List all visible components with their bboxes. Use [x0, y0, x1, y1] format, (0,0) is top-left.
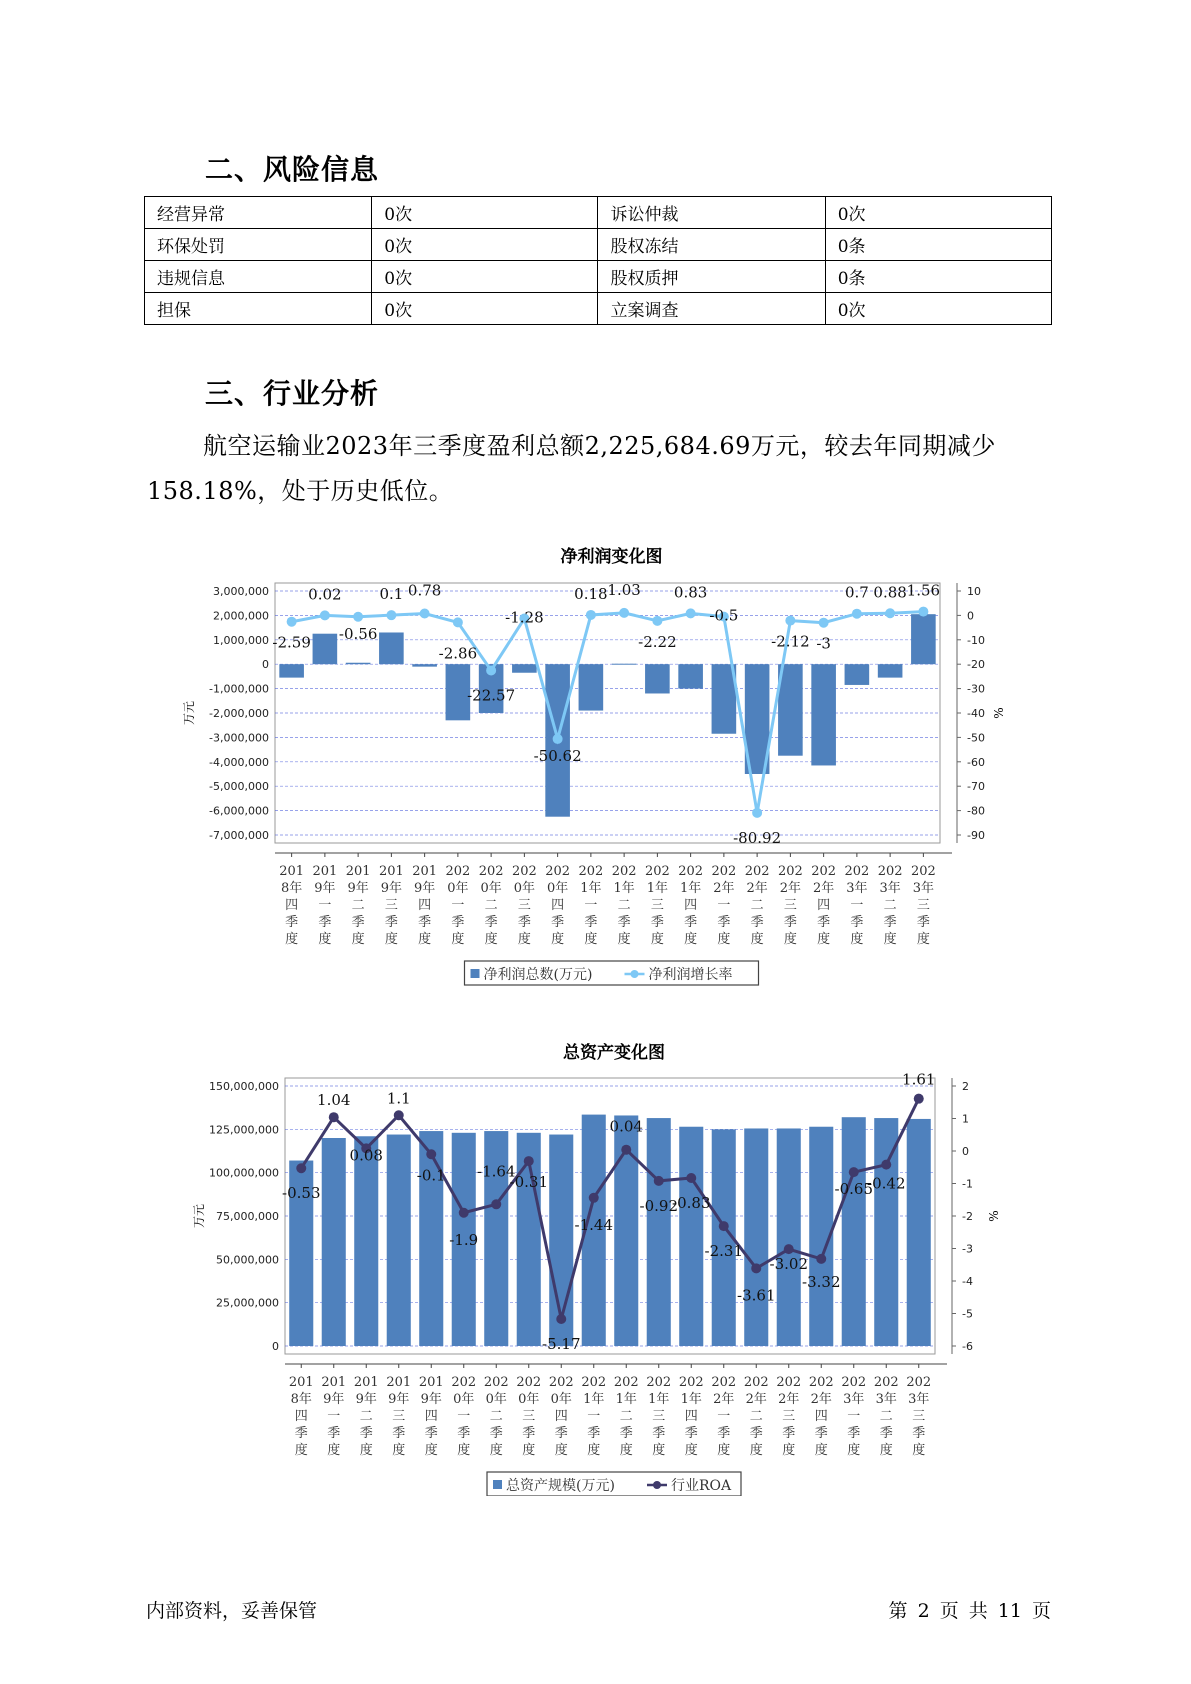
risk-label-cell: 股权质押: [598, 261, 825, 293]
bar: [379, 632, 404, 664]
y-axis-label: 万元: [182, 700, 196, 726]
section-title-industry: 三、行业分析: [205, 377, 380, 410]
y-tick-label: -3,000,000: [209, 731, 269, 745]
data-label: -3.61: [737, 1286, 776, 1305]
bar: [612, 664, 637, 665]
x-tick-label: 201 9年四季度: [418, 1375, 444, 1458]
x-tick-label: 202 2年二季度: [744, 864, 770, 947]
line-point: [816, 1254, 826, 1264]
y-tick-label: 25,000,000: [216, 1296, 279, 1310]
risk-label-cell: 立案调查: [598, 293, 825, 325]
line-point: [329, 1112, 339, 1122]
x-tick-label: 202 0年一季度: [445, 864, 471, 947]
y2-tick-label: -40: [967, 707, 985, 720]
data-label: -3.02: [769, 1255, 808, 1274]
line-point: [686, 608, 696, 618]
x-tick-label: 202 2年三季度: [776, 1375, 802, 1458]
x-tick-label: 202 0年三季度: [516, 1375, 542, 1458]
line-point: [652, 616, 662, 626]
risk-value-cell: 0次: [372, 261, 598, 293]
y-tick-label: 75,000,000: [216, 1210, 279, 1223]
legend-swatch-bar: [471, 969, 480, 978]
y2-tick-label: -10: [967, 633, 985, 647]
risk-value-cell: 0条: [825, 229, 1051, 261]
data-label: -2.12: [771, 632, 810, 651]
legend-label-line: 行业ROA: [671, 1478, 732, 1494]
risk-label-cell: 环保处罚: [145, 229, 372, 261]
line-point: [784, 1244, 794, 1254]
data-label: -0.31: [509, 1173, 548, 1192]
x-tick-label: 201 8年四季度: [288, 1375, 314, 1458]
y2-tick-label: -70: [967, 780, 985, 794]
industry-paragraph: 航空运输业2023年三季度盈利总额2,225,684.69万元，较去年同期减少158.18%，处于历史低位。: [147, 432, 996, 505]
y-tick-label: 100,000,000: [209, 1166, 279, 1180]
x-tick-label: 202 2年一季度: [711, 864, 737, 947]
bar: [354, 1136, 378, 1346]
line-point: [459, 1208, 469, 1218]
data-label: -80.92: [733, 828, 782, 847]
x-tick-label: 202 1年四季度: [678, 864, 704, 947]
bar: [842, 1117, 866, 1346]
data-label: -2.59: [272, 633, 311, 652]
line-point: [918, 607, 928, 617]
data-label: 1.04: [317, 1091, 351, 1110]
risk-label-cell: 违规信息: [145, 261, 372, 293]
y2-axis-label: %: [992, 707, 1006, 719]
bar: [878, 664, 903, 677]
data-label: -0.42: [867, 1174, 906, 1193]
y2-tick-label: 0: [967, 609, 974, 623]
x-tick-label: 202 1年三季度: [646, 1375, 672, 1458]
y-tick-label: 2,000,000: [213, 609, 269, 623]
y-tick-label: 0: [272, 1340, 279, 1353]
x-tick-label: 201 8年四季度: [279, 864, 305, 947]
data-label: -2.31: [704, 1242, 743, 1261]
y2-tick-label: -90: [967, 829, 985, 842]
risk-row: [145, 293, 1052, 325]
data-label: 0.1: [379, 585, 404, 604]
x-tick-label: 202 1年一季度: [578, 864, 604, 947]
y2-tick-label: 2: [962, 1080, 969, 1093]
data-label: -2.22: [638, 632, 677, 651]
line-point: [589, 1193, 599, 1203]
x-tick-label: 201 9年一季度: [321, 1375, 347, 1458]
risk-row: [145, 261, 1052, 293]
y2-tick-label: -5: [962, 1307, 973, 1321]
x-tick-label: 201 9年一季度: [312, 864, 338, 947]
line-point: [819, 618, 829, 628]
y-tick-label: 125,000,000: [209, 1123, 279, 1137]
y-axis-label: 万元: [192, 1203, 206, 1229]
data-label: 0.83: [673, 583, 708, 602]
line-point: [296, 1163, 306, 1173]
x-tick-label: 202 0年一季度: [451, 1375, 477, 1458]
x-tick-label: 201 9年二季度: [345, 864, 371, 947]
x-tick-label: 202 1年四季度: [678, 1375, 704, 1458]
x-tick-label: 202 2年四季度: [811, 864, 837, 947]
line-point: [287, 617, 297, 627]
line-point: [881, 1160, 891, 1170]
line-point: [453, 617, 463, 627]
y-tick-label: -4,000,000: [209, 755, 269, 769]
data-label: -3: [816, 634, 831, 653]
data-label: -0.5: [709, 606, 739, 625]
data-label: -0.53: [282, 1184, 321, 1203]
bar: [777, 1128, 801, 1346]
line-point: [849, 1167, 859, 1177]
total-assets-chart: [0, 1036, 1191, 1496]
bar: [387, 1135, 411, 1346]
y2-tick-label: -60: [967, 755, 985, 769]
line-point: [621, 1145, 631, 1155]
x-tick-label: 202 0年四季度: [545, 864, 571, 947]
y2-axis-label: %: [987, 1210, 1001, 1222]
line-point: [556, 1314, 566, 1324]
y2-tick-label: -80: [967, 804, 985, 818]
line-point: [654, 1176, 664, 1186]
risk-label-cell: 经营异常: [145, 197, 372, 229]
x-tick-label: 201 9年三季度: [386, 1375, 412, 1458]
data-label: -1.28: [505, 608, 544, 627]
data-label: -50.62: [533, 746, 582, 765]
bar: [512, 664, 537, 673]
line-point: [885, 608, 895, 618]
data-label: -5.17: [542, 1335, 581, 1354]
bar: [911, 614, 936, 664]
footer-page-number: 第 2 页 共 11 页: [888, 1600, 1051, 1622]
y-tick-label: -2,000,000: [209, 707, 269, 720]
footer-confidential: 内部资料，妥善保管: [146, 1600, 318, 1622]
data-label: -0.65: [834, 1180, 873, 1199]
data-label: 1.56: [906, 581, 941, 600]
line-point: [586, 610, 596, 620]
bar: [845, 664, 870, 685]
risk-row: [145, 229, 1052, 261]
risk-label-cell: 诉讼仲裁: [598, 197, 825, 229]
y2-tick-label: -4: [962, 1275, 973, 1288]
x-tick-label: 202 2年三季度: [777, 864, 803, 947]
data-label: -1.64: [477, 1162, 516, 1181]
data-label: -1.44: [574, 1215, 613, 1234]
line-point: [785, 616, 795, 626]
data-label: 0.04: [609, 1117, 643, 1136]
data-label: 1.1: [386, 1089, 411, 1108]
y2-tick-label: -50: [967, 731, 985, 745]
y-tick-label: 3,000,000: [213, 585, 269, 598]
line-point: [719, 1221, 729, 1231]
line-point: [486, 665, 496, 675]
data-label: -0.83: [672, 1193, 711, 1212]
y-tick-label: 0: [262, 658, 269, 672]
line-point: [353, 612, 363, 622]
x-tick-label: 202 3年三季度: [910, 864, 936, 947]
bar: [907, 1119, 931, 1346]
x-tick-label: 201 9年二季度: [353, 1375, 379, 1458]
bar: [313, 634, 338, 665]
x-tick-label: 202 1年二季度: [611, 864, 637, 947]
x-tick-label: 202 2年二季度: [743, 1375, 769, 1458]
x-tick-label: 202 3年一季度: [844, 864, 870, 947]
bar: [579, 664, 604, 710]
risk-value-cell: 0次: [825, 197, 1051, 229]
line-point: [752, 808, 762, 818]
net-profit-chart: [0, 540, 1191, 1000]
y2-tick-label: 1: [962, 1112, 969, 1126]
data-label: -1.9: [449, 1230, 479, 1249]
bar: [874, 1118, 898, 1346]
legend-swatch-point: [653, 1481, 661, 1489]
chart-title: 总资产变化图: [563, 1043, 665, 1063]
y-tick-label: 150,000,000: [209, 1080, 279, 1093]
y2-tick-label: -6: [962, 1340, 973, 1353]
bar: [678, 664, 703, 688]
bar: [419, 1131, 443, 1346]
data-label: 0.18: [574, 584, 608, 603]
line-point: [619, 608, 629, 618]
chart-title: 净利润变化图: [560, 547, 663, 567]
bar: [679, 1127, 703, 1346]
line-point: [320, 610, 330, 620]
data-label: -0.1: [416, 1166, 446, 1185]
bar: [322, 1138, 346, 1346]
data-label: -0.92: [639, 1196, 678, 1215]
x-tick-label: 202 1年一季度: [581, 1375, 607, 1458]
x-tick-label: 201 9年三季度: [378, 864, 404, 947]
x-tick-label: 202 0年二季度: [478, 864, 504, 947]
line-point: [491, 1199, 501, 1209]
x-tick-label: 202 3年三季度: [906, 1375, 932, 1458]
data-label: -3.32: [802, 1272, 841, 1291]
data-label: -22.57: [467, 686, 516, 705]
bar: [647, 1118, 671, 1346]
line-point: [914, 1094, 924, 1104]
line-point: [852, 609, 862, 619]
data-label: -0.56: [338, 624, 378, 643]
data-label: 1.61: [902, 1070, 936, 1089]
y2-tick-label: 0: [962, 1145, 969, 1158]
line-point: [553, 734, 563, 744]
y-tick-label: -1,000,000: [209, 682, 269, 696]
x-tick-label: 201 9年四季度: [412, 864, 438, 947]
x-tick-label: 202 3年二季度: [873, 1375, 899, 1458]
bar: [744, 1128, 768, 1346]
data-label: 1.03: [607, 580, 641, 599]
risk-value-cell: 0次: [825, 293, 1051, 325]
risk-label-cell: 担保: [145, 293, 372, 325]
data-label: 0.7: [844, 583, 869, 602]
line-point: [751, 1263, 761, 1273]
legend-label-bar: 总资产规模(万元): [506, 1478, 615, 1494]
x-tick-label: 202 0年二季度: [483, 1375, 509, 1458]
legend-label-line: 净利润增长率: [648, 967, 733, 983]
x-tick-label: 202 3年二季度: [877, 864, 903, 947]
legend-swatch-point: [631, 970, 639, 978]
x-tick-label: 202 2年一季度: [711, 1375, 737, 1458]
y-tick-label: -7,000,000: [209, 829, 269, 842]
risk-value-cell: 0次: [372, 229, 598, 261]
line-point: [686, 1173, 696, 1183]
data-label: 0.02: [308, 585, 342, 604]
line-point: [524, 1156, 534, 1166]
data-label: 0.78: [407, 581, 442, 600]
bar: [645, 664, 670, 693]
y-tick-label: -5,000,000: [209, 780, 269, 794]
bar: [412, 664, 437, 666]
section-title-risk: 二、风险信息: [205, 153, 380, 186]
legend-swatch-bar: [493, 1480, 502, 1489]
legend-label-bar: 净利润总数(万元): [483, 967, 593, 983]
line-point: [394, 1110, 404, 1120]
y-tick-label: -6,000,000: [209, 804, 269, 818]
y2-tick-label: 10: [967, 585, 981, 598]
data-label: 0.08: [349, 1146, 383, 1165]
y-tick-label: 50,000,000: [216, 1253, 279, 1267]
bar: [279, 664, 304, 677]
risk-value-cell: 0条: [825, 261, 1051, 293]
y-tick-label: 1,000,000: [213, 633, 269, 647]
x-tick-label: 202 3年一季度: [841, 1375, 867, 1458]
y2-tick-label: -2: [962, 1210, 973, 1223]
y2-tick-label: -30: [967, 682, 985, 696]
risk-info-table: [144, 196, 1052, 325]
line-point: [426, 1149, 436, 1159]
y2-tick-label: -3: [962, 1242, 973, 1256]
risk-value-cell: 0次: [372, 293, 598, 325]
x-tick-label: 202 0年三季度: [511, 864, 537, 947]
x-tick-label: 202 0年四季度: [548, 1375, 574, 1458]
data-label: 0.88: [873, 583, 907, 602]
risk-row: [145, 197, 1052, 229]
line-point: [386, 610, 396, 620]
line-point: [420, 608, 430, 618]
bar: [811, 664, 836, 765]
x-tick-label: 202 2年四季度: [808, 1375, 834, 1458]
data-label: -2.86: [438, 644, 478, 663]
x-tick-label: 202 1年二季度: [613, 1375, 639, 1458]
risk-value-cell: 0次: [372, 197, 598, 229]
x-tick-label: 202 1年三季度: [644, 864, 670, 947]
y2-tick-label: -20: [967, 658, 985, 672]
y2-tick-label: -1: [962, 1177, 973, 1191]
risk-label-cell: 股权冻结: [598, 229, 825, 261]
bar: [346, 663, 371, 664]
